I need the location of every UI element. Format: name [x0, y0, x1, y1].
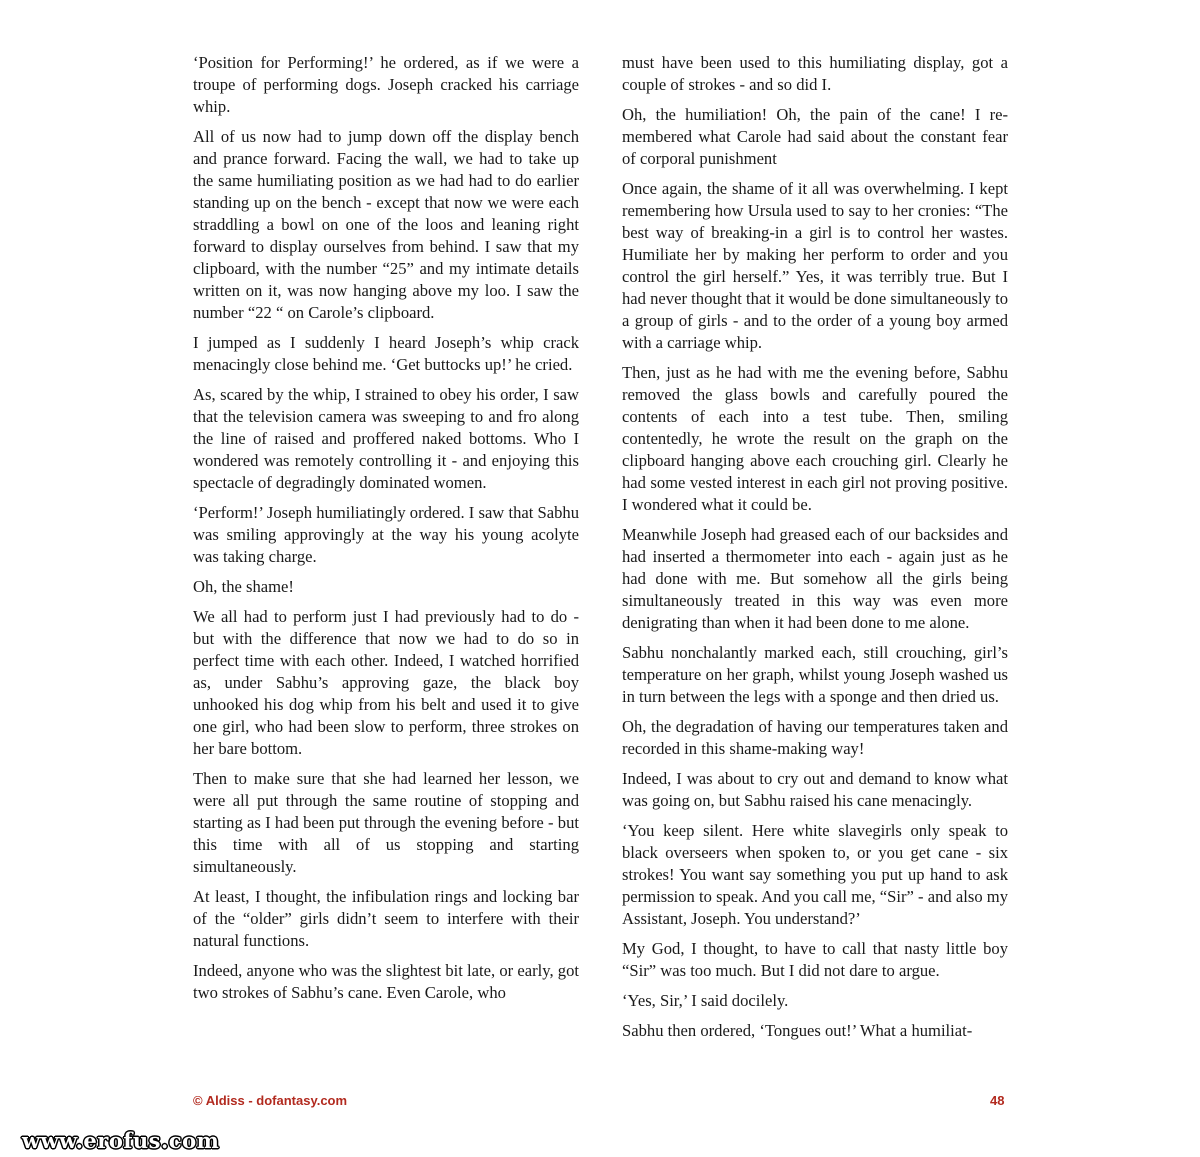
- paragraph: ‘You keep silent. Here white slavegirls only speak to black overseers when spoken to, or you get cane - six strokes! You want say something you put up hand to ask permission to speak. And you call me, “Sir” - and also my Assistant, Joseph. You understand?’: [622, 821, 1008, 928]
- paragraph: We all had to perform just I had previously had to do - but with the difference that now we had to do so in perfect time with each other. Indeed, I watched horrified as, under Sabhu’s approving gaze, the black boy unhooked his dog whip from his belt and used it to give one girl, who had been slow to perform, three strokes on her bare bottom.: [193, 607, 579, 758]
- paragraph: ‘Yes, Sir,’ I said docilely.: [622, 991, 789, 1010]
- paragraph: Then to make sure that she had learned her lesson, we were all put through the same routine of stopping and starting as I had been put through the evening before - but this time with all of us stopping and starting simultaneously.: [193, 769, 579, 876]
- right-column: [622, 52, 1008, 1050]
- footer-copyright: © Aldiss - dofantasy.com: [193, 1093, 348, 1108]
- paragraph: Indeed, I was about to cry out and demand to know what was going on, but Sabhu raised his cane menacingly.: [622, 769, 1008, 810]
- page-number: 48: [990, 1093, 1005, 1108]
- watermark: www.erofus.com: [22, 1128, 220, 1153]
- paragraph: As, scared by the whip, I strained to obey his order, I saw that the television camera was sweeping to and fro along the line of raised and proffered naked bottoms. Who I wondered was remotely controlling it - and enjoying this spectacle of degradingly dominated women.: [193, 385, 579, 492]
- paragraph: Oh, the degradation of having our temperatures taken and recorded in this shame-making way!: [622, 717, 1008, 758]
- paragraph: All of us now had to jump down off the display bench and prance forward. Facing the wall, we had to take up the same humiliating position as we had had to do earlier standing up on the bench - except that now we were each straddling a bowl on one of the loos and leaning right forward to display ourselves from behind. I saw that my clipboard, with the number “25” and my intimate details written on it, was now hanging above my loo. I saw the number “22 “ on Carole’s clipboard.: [193, 127, 579, 322]
- paragraph: Indeed, anyone who was the slightest bit late, or early, got two strokes of Sabhu’s cane. Even Carole, who: [193, 961, 579, 1002]
- paragraph: My God, I thought, to have to call that nasty little boy “Sir” was too much. But I did not dare to argue.: [622, 939, 1008, 980]
- paragraph: must have been used to this humiliating display, got a couple of strokes - and so did I.: [622, 53, 1008, 94]
- left-column: [193, 52, 579, 1012]
- paragraph: Sabhu nonchalantly marked each, still crouching, girl’s temperature on her graph, whilst young Joseph washed us in turn between the legs with a sponge and then dried us.: [622, 643, 1008, 706]
- paragraph: Sabhu then ordered, ‘Tongues out!’ What a humiliat-: [622, 1021, 973, 1040]
- paragraph: Meanwhile Joseph had greased each of our backsides and had inserted a thermometer into each - again just as he had done with me. But somehow all the girls being simultaneously treated in this way was even more denigrating than when it had been done to me alone.: [622, 525, 1008, 632]
- paragraph: ‘Position for Performing!’ he ordered, as if we were a troupe of performing dogs. Joseph cracked his carriage whip.: [193, 53, 579, 116]
- paragraph: I jumped as I suddenly I heard Joseph’s whip crack menacingly close behind me. ‘Get buttocks up!’ he cried.: [193, 333, 579, 374]
- paragraph: At least, I thought, the infibulation rings and locking bar of the “older” girls didn’t seem to interfere with their natural functions.: [193, 887, 579, 950]
- paragraph: Oh, the shame!: [193, 577, 294, 596]
- paragraph: Then, just as he had with me the evening before, Sabhu removed the glass bowls and carefully poured the contents of each into a test tube. Then, smiling contentedly, he wrote the result on the graph on the clipboard hanging above each crouching girl. Clearly he had some vested interest in each girl not proving positive. I wondered what it could be.: [622, 363, 1008, 514]
- paragraph: ‘Perform!’ Joseph humiliatingly ordered. I saw that Sabhu was smiling approvingly at the way his young acolyte was taking charge.: [193, 503, 579, 566]
- paragraph: Once again, the shame of it all was overwhelming. I kept remembering how Ursula used to say to her cronies: “The best way of breaking-in a girl is to control her wastes. Humiliate her by making her perform to order and you control the girl herself.” Yes, it was terribly true. But I had never thought that it would be done simultaneously to a group of girls - and to the order of a young boy armed with a carriage whip.: [622, 179, 1008, 352]
- paragraph: Oh, the humiliation! Oh, the pain of the cane! I remembered what Carole had said about the constant fear of corporal punishment: [622, 105, 1008, 168]
